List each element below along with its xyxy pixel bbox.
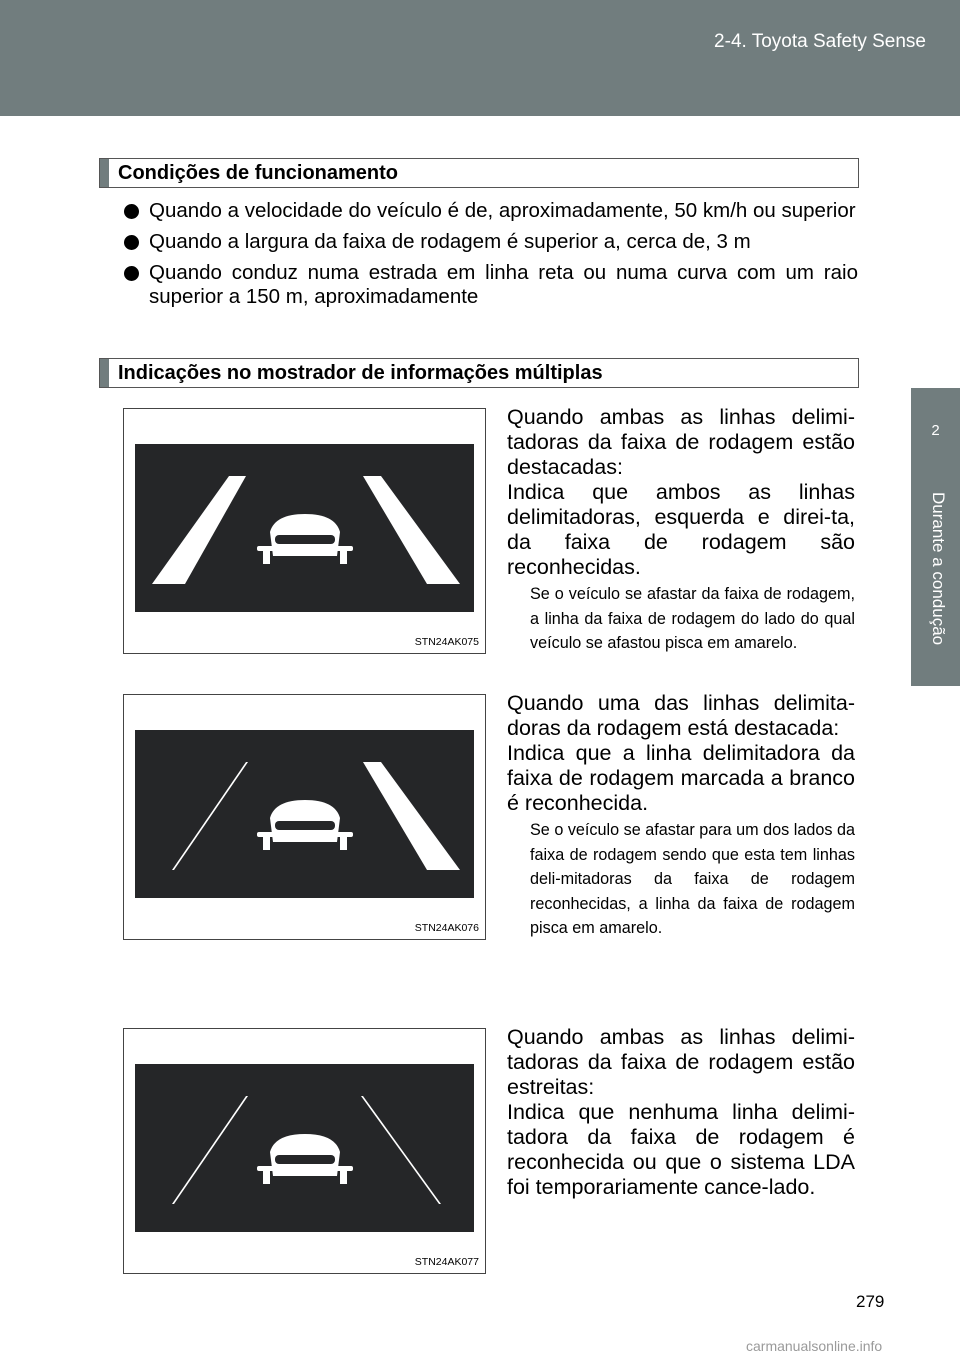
list-item: Quando conduz numa estrada em linha reta ou numa curva com um raio superior a 150 m, aproximadamente	[102, 261, 858, 309]
indication-condition: Quando ambas as linhas delimi-tadoras da faixa de rodagem estão destacadas:	[507, 405, 855, 479]
indication-note: Se o veículo se afastar para um dos lados da faixa de rodagem sendo que esta tem linhas deli-mitadoras da faixa de rodagem reconhecidas, a linha da faixa de rodagem pisca em amarelo.	[530, 821, 855, 937]
lane-display-illustration	[135, 1064, 474, 1232]
section-heading-display-indications	[99, 358, 859, 388]
header-band	[0, 0, 960, 116]
list-item: Quando a velocidade do veículo é de, aproximadamente, 50 km/h ou superior	[102, 199, 858, 223]
lane-display-illustration	[135, 444, 474, 612]
list-item: Quando a largura da faixa de rodagem é superior a, cerca de, 3 m	[102, 230, 858, 254]
bullet-icon	[124, 266, 139, 281]
section-heading-text: Condições de funcionamento	[118, 162, 399, 184]
figure-both-lines-highlighted	[123, 408, 486, 654]
indication-description	[507, 1025, 855, 1200]
section-heading-operating-conditions	[99, 158, 859, 188]
lane-display-illustration	[135, 730, 474, 898]
indication-note: Se o veículo se afastar da faixa de rodagem, a linha da faixa de rodagem do lado do qual veículo se afastou pisca em amarelo.	[530, 585, 855, 652]
conditions-list	[102, 199, 858, 316]
figure-code: STN24AK077	[414, 1256, 479, 1268]
indication-meaning: Indica que ambos as linhas delimitadoras, esquerda e direi-ta, da faixa de rodagem são reconhecidas.	[507, 480, 855, 579]
indication-description	[507, 691, 855, 941]
indication-meaning: Indica que a linha delimitadora da faixa de rodagem marcada a branco é reconhecida.	[507, 741, 855, 815]
indication-condition: Quando ambas as linhas delimi-tadoras da faixa de rodagem estão estreitas:	[507, 1025, 855, 1099]
indication-meaning: Indica que nenhuma linha delimi-tadora da faixa de rodagem é reconhecida ou que o sistema LDA foi temporariamente cance-lado.	[507, 1100, 855, 1199]
bullet-icon	[124, 235, 139, 250]
chapter-label: Durante a condução	[929, 492, 948, 646]
bullet-icon	[124, 204, 139, 219]
section-heading-text: Indicações no mostrador de informações múltiplas	[118, 362, 603, 384]
watermark: carmanualsonline.info	[746, 1338, 883, 1354]
figure-code: STN24AK075	[414, 636, 479, 648]
chapter-side-tab	[911, 388, 960, 686]
indication-description	[507, 405, 855, 656]
figure-one-line-highlighted	[123, 694, 486, 940]
indication-condition: Quando uma das linhas delimita-doras da rodagem está destacada:	[507, 691, 855, 740]
chapter-number: 2	[931, 422, 940, 439]
chapter-title: 2-4. Toyota Safety Sense	[714, 31, 926, 52]
figure-code: STN24AK076	[414, 922, 479, 934]
figure-both-lines-narrow	[123, 1028, 486, 1274]
page-number: 279	[856, 1292, 885, 1311]
